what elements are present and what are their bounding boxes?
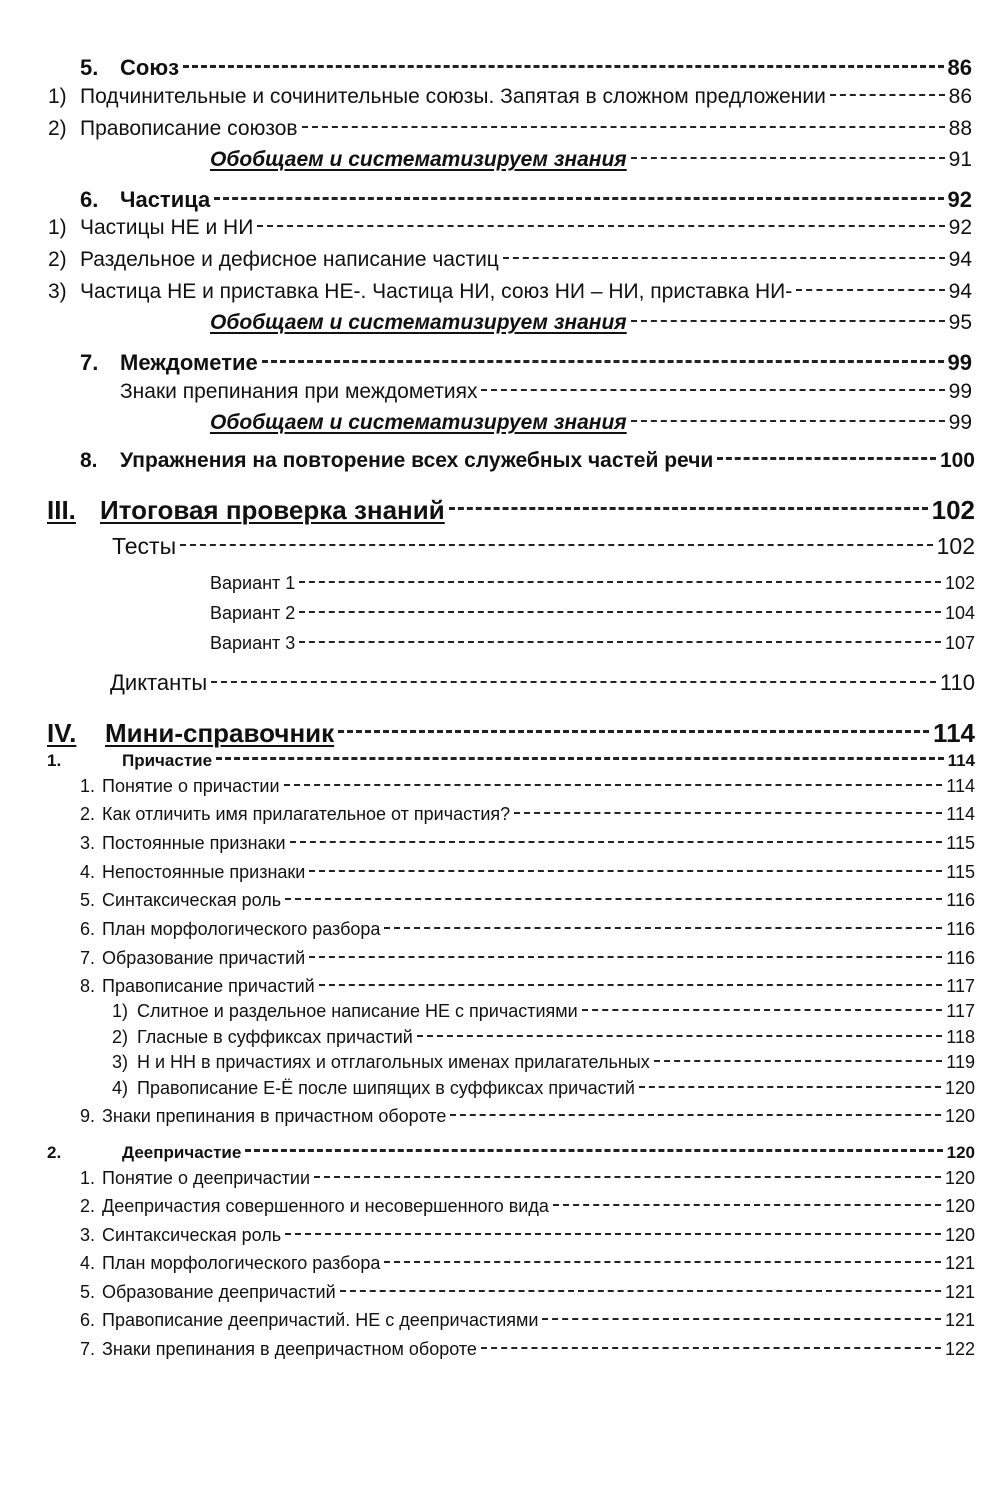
toc-entry-number: 4) — [112, 1078, 129, 1098]
toc-entry — [0, 633, 1000, 659]
toc-page-number: 102 — [931, 495, 975, 525]
toc-entry-title: Понятие о причастии — [102, 776, 280, 796]
toc-page-number: 116 — [946, 890, 975, 910]
toc-entry-number: 2) — [48, 248, 67, 271]
toc-page-number: 119 — [946, 1052, 975, 1072]
toc-entry-title: Гласные в суффиксах причастий — [137, 1027, 413, 1047]
toc-entry-title: Мини-справочник — [105, 718, 335, 748]
toc-entry-number: 7. — [80, 1339, 96, 1359]
toc-entry — [0, 187, 1000, 217]
toc-entry — [0, 919, 1000, 945]
toc-entry-title: Деепричастия совершенного и несовершенного вида — [102, 1196, 549, 1216]
dash-leader — [262, 360, 944, 363]
toc-entry — [0, 85, 1000, 114]
toc-entry-title: Синтаксическая роль — [102, 890, 282, 910]
toc-entry-title: Вариант 3 — [210, 633, 296, 653]
dash-leader — [384, 927, 942, 929]
toc-entry-title: Образование деепричастий — [102, 1282, 336, 1302]
toc-entry — [0, 1106, 1000, 1132]
toc-entry-number: 2) — [48, 117, 67, 140]
toc-entry-number: 6. — [80, 187, 99, 212]
toc-entry-number: 2. — [80, 1196, 96, 1216]
toc-entry-title: Понятие о деепричастии — [102, 1168, 311, 1188]
toc-entry-number: 7. — [80, 948, 96, 968]
toc-entry — [0, 573, 1000, 599]
toc-entry-number: 6. — [80, 1310, 96, 1330]
toc-page-number: 114 — [947, 751, 975, 770]
toc-entry-title: Вариант 1 — [210, 573, 296, 593]
toc-entry-number: 4. — [80, 1253, 96, 1273]
toc-page-number: 92 — [948, 216, 972, 239]
toc-entry — [0, 148, 1000, 177]
toc-entry — [0, 670, 1000, 700]
toc-page-number: 102 — [936, 533, 975, 559]
toc-entry — [0, 890, 1000, 916]
dash-leader — [285, 898, 942, 900]
dash-leader — [449, 507, 928, 510]
toc-entry — [0, 533, 1000, 564]
toc-entry-number: 2) — [112, 1027, 129, 1047]
dash-leader — [309, 870, 942, 872]
dash-leader — [384, 1261, 941, 1263]
dash-leader — [216, 757, 943, 760]
toc-entry-number: 7. — [80, 350, 99, 375]
dash-leader — [582, 1009, 943, 1011]
toc-page-number: 99 — [948, 411, 972, 434]
toc-entry-title: Раздельное и дефисное написание частиц — [80, 248, 499, 271]
toc-page-number: 86 — [948, 85, 972, 108]
toc-page-number: 88 — [948, 117, 972, 140]
toc-page-number: 117 — [946, 976, 975, 996]
toc-entry-number: 3. — [80, 833, 96, 853]
toc-page-number: 114 — [946, 804, 975, 824]
toc-entry — [0, 55, 1000, 85]
toc-entry — [0, 776, 1000, 802]
dash-leader — [717, 457, 936, 460]
toc-page-number: 86 — [947, 55, 972, 80]
toc-page-number: 91 — [948, 148, 972, 171]
toc-entry — [0, 1196, 1000, 1222]
toc-page-number: 122 — [944, 1339, 975, 1359]
toc-entry-title: Образование причастий — [102, 948, 306, 968]
toc-entry-title: Правописание союзов — [80, 117, 298, 140]
dash-leader — [542, 1318, 941, 1320]
toc-entry-title: Как отличить имя прилагательное от причастия? — [102, 804, 511, 824]
dash-leader — [285, 1233, 941, 1235]
toc-entry-number: 1) — [48, 85, 67, 108]
toc-entry-number: 6. — [80, 919, 96, 939]
toc-page-number: 120 — [944, 1196, 975, 1216]
toc-entry-number: 5. — [80, 890, 96, 910]
toc-page-number: 121 — [944, 1282, 975, 1302]
toc-entry-number: 2. — [80, 804, 96, 824]
toc-entry — [0, 833, 1000, 859]
toc-entry-number: 1. — [80, 776, 96, 796]
toc-entry-title: Подчинительные и сочинительные союзы. Запятая в сложном предложении — [80, 85, 826, 108]
toc-entry — [0, 1078, 1000, 1104]
toc-page-number: 94 — [948, 248, 972, 271]
dash-leader — [290, 841, 943, 843]
toc-entry — [0, 248, 1000, 277]
toc-entry — [0, 1001, 1000, 1027]
toc-page-number: 116 — [946, 948, 975, 968]
toc-entry-title: Обобщаем и систематизируем знания — [210, 411, 627, 434]
dash-leader — [830, 94, 945, 96]
toc-entry — [0, 311, 1000, 340]
toc-entry-title: Частица НЕ и приставка НЕ-. Частица НИ, союз НИ – НИ, приставка НИ- — [80, 280, 793, 303]
toc-page-number: 104 — [944, 603, 975, 623]
toc-page-number: 116 — [946, 919, 975, 939]
toc-page-number: 120 — [944, 1168, 975, 1188]
dash-leader — [183, 65, 943, 68]
toc-entry-title: Итоговая проверка знаний — [100, 495, 445, 525]
toc-entry-title: Упражнения на повторение всех служебных частей речи — [120, 449, 714, 472]
toc-page-number: 120 — [946, 1143, 975, 1162]
toc-page-number: 120 — [944, 1078, 975, 1098]
toc-entry — [0, 1310, 1000, 1336]
toc-entry — [0, 1339, 1000, 1365]
toc-entry — [0, 751, 1000, 776]
dash-leader — [211, 681, 936, 683]
toc-entry-title: Вариант 2 — [210, 603, 296, 623]
toc-entry-title: Тесты — [112, 533, 177, 559]
dash-leader — [214, 197, 943, 200]
toc-page-number: 121 — [944, 1310, 975, 1330]
toc-entry-number: 3) — [112, 1052, 129, 1072]
dash-leader — [338, 730, 929, 733]
dash-leader — [553, 1204, 941, 1206]
toc-page-number: 94 — [948, 280, 972, 303]
toc-page-number: 118 — [946, 1027, 975, 1047]
toc-entry-title: План морфологического разбора — [102, 1253, 381, 1273]
toc-entry — [0, 411, 1000, 440]
toc-entry-title: Обобщаем и систематизируем знания — [210, 311, 627, 334]
toc-entry — [0, 603, 1000, 629]
toc-entry-title: Синтаксическая роль — [102, 1225, 282, 1245]
toc-entry-number: 1. — [47, 751, 62, 770]
toc-entry-number: 9. — [80, 1106, 96, 1126]
toc-entry-title: Деепричастие — [122, 1143, 242, 1162]
toc-entry-title: Знаки препинания при междометиях — [120, 380, 478, 403]
dash-leader — [450, 1114, 941, 1116]
toc-entry — [0, 1052, 1000, 1078]
dash-leader — [503, 257, 945, 259]
toc-entry-title: Диктанты — [110, 670, 208, 695]
toc-entry-number: 3. — [80, 1225, 96, 1245]
toc-entry-title: Знаки препинания в деепричастном обороте — [102, 1339, 477, 1359]
toc-entry-title: Междометие — [120, 350, 258, 375]
toc-entry — [0, 804, 1000, 830]
toc-entry — [0, 1282, 1000, 1308]
toc-page-number: 92 — [947, 187, 972, 212]
toc-entry-number: 8. — [80, 449, 98, 472]
dash-leader — [309, 956, 942, 958]
toc-page-number: 115 — [946, 862, 975, 882]
dash-leader — [631, 157, 945, 159]
toc-entry-title: Правописание Е-Ё после шипящих в суффиксах причастий — [137, 1078, 635, 1098]
toc-entry-number: 1. — [80, 1168, 96, 1188]
toc-entry — [0, 449, 1000, 478]
toc-entry-title: Правописание деепричастий. НЕ с деепричастиями — [102, 1310, 539, 1330]
toc-entry-number: IV. — [47, 718, 77, 748]
toc-entry-title: Причастие — [122, 751, 213, 770]
dash-leader — [514, 812, 942, 814]
toc-entry-title: Непостоянные признаки — [102, 862, 306, 882]
toc-entry — [0, 380, 1000, 409]
dash-leader — [654, 1060, 943, 1062]
toc-entry — [0, 1027, 1000, 1053]
toc-entry — [0, 117, 1000, 146]
dash-leader — [314, 1176, 941, 1178]
toc-entry — [0, 1253, 1000, 1279]
toc-page-number: 110 — [939, 670, 975, 695]
toc-page-number: 120 — [944, 1106, 975, 1126]
dash-leader — [245, 1149, 942, 1152]
dash-leader — [319, 984, 943, 986]
toc-entry — [0, 1225, 1000, 1251]
toc-entry — [0, 216, 1000, 245]
toc-page-number: 95 — [948, 311, 972, 334]
toc-page-number: 99 — [947, 350, 972, 375]
toc-entry-title: Частица — [120, 187, 211, 212]
toc-entry-number: 3) — [48, 280, 67, 303]
toc-entry — [0, 948, 1000, 974]
toc-entry — [0, 495, 1000, 529]
dash-leader — [631, 420, 945, 422]
toc-entry-number: 8. — [80, 976, 96, 996]
toc-entry-title: Частицы НЕ и НИ — [80, 216, 254, 239]
toc-page-number: 100 — [939, 449, 975, 472]
dash-leader — [302, 126, 945, 128]
toc-entry-title: Постоянные признаки — [102, 833, 286, 853]
dash-leader — [299, 611, 941, 613]
toc-entry — [0, 718, 1000, 752]
toc-entry-title: Слитное и раздельное написание НЕ с причастиями — [137, 1001, 578, 1021]
dash-leader — [180, 544, 933, 546]
toc-page-number: 114 — [946, 776, 975, 796]
toc-entry — [0, 862, 1000, 888]
toc-entry — [0, 280, 1000, 309]
toc-entry — [0, 350, 1000, 380]
toc-page-number: 99 — [948, 380, 972, 403]
dash-leader — [299, 581, 941, 583]
toc-entry-number: 4. — [80, 862, 96, 882]
toc-entry-number: 2. — [47, 1143, 62, 1162]
toc-entry-number: III. — [47, 495, 76, 525]
toc-entry — [0, 1143, 1000, 1168]
dash-leader — [639, 1086, 941, 1088]
toc-entry-title: План морфологического разбора — [102, 919, 381, 939]
dash-leader — [340, 1290, 941, 1292]
toc-entry-number: 1) — [48, 216, 67, 239]
dash-leader — [481, 1347, 941, 1349]
toc-page-number: 114 — [933, 718, 975, 748]
toc-entry-title: Знаки препинания в причастном обороте — [102, 1106, 447, 1126]
toc-entry-title: Н и НН в причастиях и отглагольных именах прилагательных — [137, 1052, 650, 1072]
toc-entry — [0, 976, 1000, 1002]
toc-entry-number: 5. — [80, 1282, 96, 1302]
dash-leader — [481, 389, 944, 391]
dash-leader — [796, 289, 944, 291]
toc-entry-title: Правописание причастий — [102, 976, 315, 996]
dash-leader — [631, 320, 945, 322]
toc-entry-number: 1) — [112, 1001, 129, 1021]
toc-page-number: 117 — [946, 1001, 975, 1021]
dash-leader — [417, 1035, 942, 1037]
toc-entry — [0, 1168, 1000, 1194]
toc-entry-number: 5. — [80, 55, 99, 80]
dash-leader — [299, 641, 941, 643]
toc-page-number: 107 — [944, 633, 975, 653]
toc-entry-title: Обобщаем и систематизируем знания — [210, 148, 627, 171]
dash-leader — [257, 225, 944, 227]
toc-page-number: 115 — [946, 833, 975, 853]
dash-leader — [284, 784, 943, 786]
toc-page-number: 121 — [944, 1253, 975, 1273]
toc-page-number: 102 — [944, 573, 975, 593]
toc-entry-title: Союз — [120, 55, 180, 80]
toc-page-number: 120 — [944, 1225, 975, 1245]
